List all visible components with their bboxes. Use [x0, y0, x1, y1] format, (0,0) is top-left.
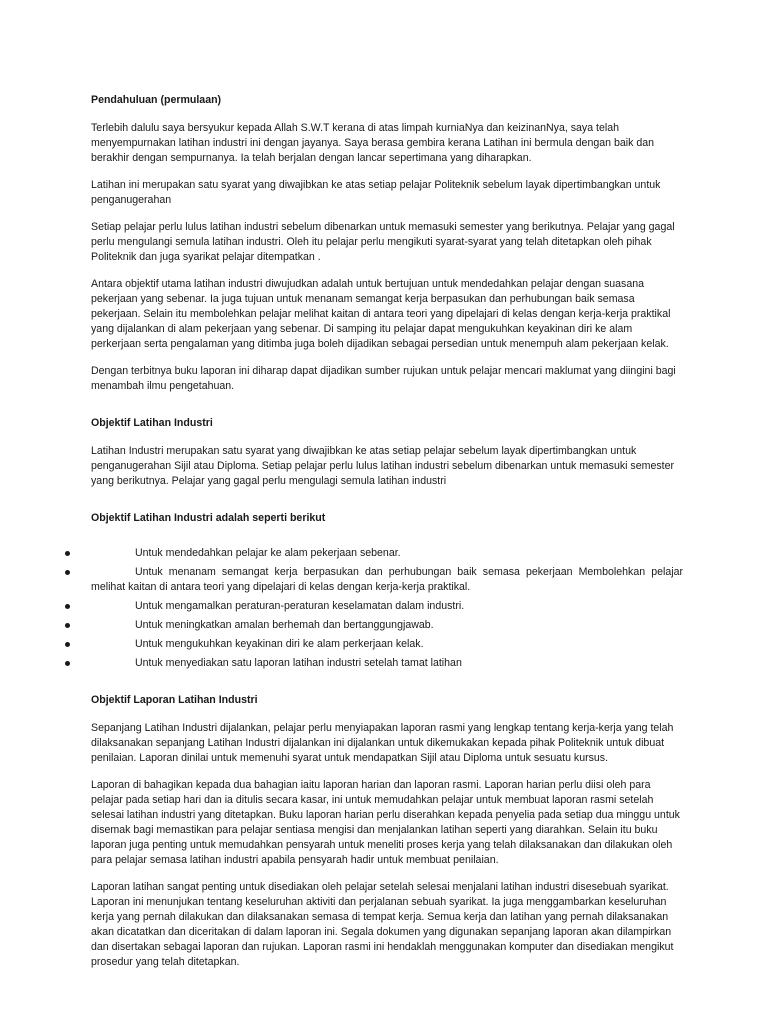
paragraph: Latihan ini merupakan satu syarat yang diwajibkan ke atas setiap pelajar Politeknik sebelum layak dipertimbangkan untuk penganugerahan [91, 179, 661, 206]
list-item-text: Untuk menyediakan satu laporan latihan industri setelah tamat latihan [135, 657, 462, 669]
section-heading-objektif-latihan-industri: Objektif Latihan Industri [91, 417, 213, 429]
list-item-text: Untuk mendedahkan pelajar ke alam pekerjaan sebenar. [135, 547, 401, 559]
paragraph: Setiap pelajar perlu lulus latihan industri sebelum dibenarkan untuk memasuki semester yang berikutnya. Pelajar yang gagal perlu mengulangi semula latihan industri. Oleh itu pelajar perlu mengikuti syarat-syarat yang telah ditetapkan oleh pihak Politeknik dan juga syarikat pelajar ditempatkan . [91, 221, 675, 263]
list-item-text: Untuk meningkatkan amalan berhemah dan bertanggungjawab. [135, 619, 434, 631]
list-item-text: Untuk mengamalkan peraturan-peraturan keselamatan dalam industri. [135, 600, 465, 612]
list-item [91, 656, 683, 671]
list-item [91, 599, 683, 614]
paragraph: Terlebih dalulu saya bersyukur kepada Allah S.W.T kerana di atas limpah kurniaNya dan keizinanNya, saya telah menyempurnakan latihan industri ini dengan jayanya. Saya berasa gembira kerana Latihan ini bermula dengan baik dan berakhir dengan sempurnanya. Ia telah berjalan dengan lancar sepertimana yang diharapkan. [91, 122, 655, 164]
list-item [91, 618, 683, 633]
bullet-icon [65, 642, 70, 647]
list-item [91, 546, 683, 561]
paragraph: Laporan di bahagikan kepada dua bahagian iaitu laporan harian dan laporan rasmi. Laporan harian perlu diisi oleh para pelajar pada setiap hari dan ia ditulis secara kasar, ini untuk memudahkan pelajar untuk membuat laporan rasmi setelah selesai latihan industri yang ditetapkan. Buku laporan harian perlu diserahkan kepada penyelia pada setiap dua minggu untuk disemak bagi memastikan para pelajar sentiasa mengisi dan menjalankan latihan seperti yang diarahkan. Selain itu buku laporan juga penting untuk memudahkan pensyarah untuk meneliti proses kerja yang telah dilaksanakan dan dilakukan oleh para pelajar semasa latihan industri apabila pensyarah hadir untuk membuat penilaian. [91, 779, 680, 866]
list-item-text: Untuk menanam semangat kerja berpasukan dan perhubungan baik semasa pekerjaan Membolehkan pelajar melihat kaitan di antara teori yang dipelajari di kelas dengan kerja-kerja praktikal. [91, 566, 683, 593]
document-body [91, 93, 683, 970]
bullet-icon [65, 570, 70, 575]
bullet-icon [65, 661, 70, 666]
section-heading-pendahuluan: Pendahuluan (permulaan) [91, 94, 222, 106]
paragraph: Dengan terbitnya buku laporan ini diharap dapat dijadikan sumber rujukan untuk pelajar mencari maklumat yang diingini bagi menambah ilmu pengetahuan. [91, 365, 676, 392]
list-item-text: Untuk mengukuhkan keyakinan diri ke alam perkerjaan kelak. [135, 638, 424, 650]
paragraph: Antara objektif utama latihan industri diwujudkan adalah untuk bertujuan untuk mendedahkan pelajar dengan suasana pekerjaan yang sebenar. Ia juga tujuan untuk menanam semangat kerja berpasukan dan perhubungan baik semasa pekerjaan. Selain itu membolehkan pelajar melihat kaitan di antara teori yang dipelajari di kelas dengan kerja-kerja praktikal yang dijalankan di alam pekerjaan yang sebenar. Di samping itu pelajar dapat mengukuhkan keyakinan diri ke alam perkerjaan serta pengalaman yang ditimba juga boleh dijadikan sebagai persedian untuk menempuh alam pekerjaan kelak. [91, 278, 671, 350]
bullet-icon [65, 604, 70, 609]
paragraph: Sepanjang Latihan Industri dijalankan, pelajar perlu menyiapakan laporan rasmi yang lengkap tentang kerja-kerja yang telah dilaksanakan sepanjang Latihan Industri dijalankan ini dijalankan untuk dikemukakan kepada pihak Politeknik untuk dibuat penilaian. Laporan dinilai untuk memenuhi syarat untuk mendapatkan Sijil atau Diploma untuk sesuatu kursus. [91, 722, 674, 764]
objective-bullet-list [91, 546, 683, 671]
paragraph: Latihan Industri merupakan satu syarat yang diwajibkan ke atas setiap pelajar sebelum layak dipertimbangkan untuk penganugerahan Sijil atau Diploma. Setiap pelajar perlu lulus latihan industri sebelum dibenarkan untuk memasuki semester yang berikutnya. Pelajar yang gagal perlu mengulagi semula latihan industri [91, 445, 674, 487]
paragraph: Laporan latihan sangat penting untuk disediakan oleh pelajar setelah selesai menjalani latihan industri disesebuah syarikat. Laporan ini menunjukan tentang keseluruhan aktiviti dan perjalanan sebuah syarikat. Ia juga menggambarkan keseluruhan kerja yang pernah dilakukan dan dilaksanakan semasa di tempat kerja. Semua kerja dan latihan yang pernah dilaksanakan akan dicatatkan dan diceritakan di dalam laporan ini. Segala dokumen yang digunakan sepanjang laporan akan dilampirkan dan disertakan sebagai laporan dan rujukan. Laporan rasmi ini hendaklah menggunakan komputer dan disediakan mengikut prosedur yang telah ditetapkan. [91, 881, 674, 968]
list-item [91, 637, 683, 652]
list-item [91, 565, 683, 595]
section-heading-objektif-laporan: Objektif Laporan Latihan Industri [91, 694, 258, 706]
bullet-icon [65, 623, 70, 628]
section-heading-objektif-list: Objektif Latihan Industri adalah seperti berikut [91, 512, 326, 524]
bullet-icon [65, 551, 70, 556]
